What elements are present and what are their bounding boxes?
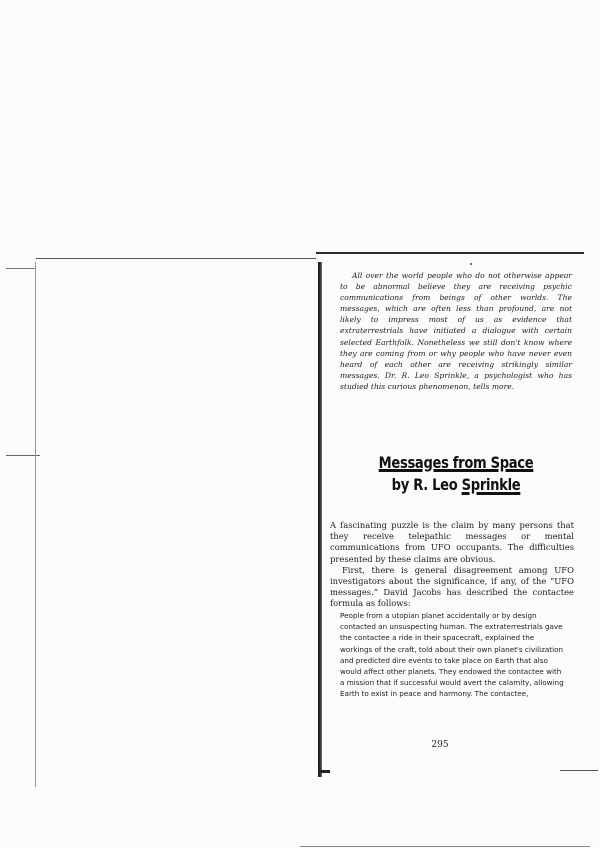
body-paragraph-2: First, there is general disagreement among UFO investigators about the significance, if any, of the “UFO messages.” David Jacobs has described the contactee formula as follows: bbox=[330, 564, 574, 609]
page-number: 295 bbox=[431, 740, 449, 750]
byline-prefix: by R. Leo bbox=[391, 475, 462, 494]
article-body bbox=[330, 520, 574, 610]
margin-mark bbox=[560, 770, 598, 771]
article-title bbox=[361, 452, 551, 496]
book-spine-shadow bbox=[318, 262, 322, 777]
top-rule-left bbox=[36, 258, 316, 259]
intro-paragraph: All over the world people who do not otherwise appear to be abnormal believe they are receiving psychic communications from beings of other worlds. The messages, which are often less than profound, are not likely to impress most of us as evidence that extraterrestrials have initiated a dialogue with certain selected Earthfolk. Nonetheless we still don't know where they are coming from or why people who have never even heard of each other are receiving strikingly similar messages. Dr. R. Leo Sprinkle, a psychologist who has studied this curious phenomenon, tells more. bbox=[340, 271, 572, 391]
bottom-edge-mark bbox=[300, 846, 590, 847]
byline-author: Sprinkle bbox=[461, 475, 521, 494]
body-paragraph-1: A fascinating puzzle is the claim by many persons that they receive telepathic messages or mental communications from UFO occupants. The difficulties presented by these claims are obvious. bbox=[330, 520, 574, 564]
left-page-edge bbox=[35, 262, 36, 787]
scan-speck bbox=[470, 263, 472, 265]
margin-mark bbox=[6, 268, 36, 269]
book-spine-cap bbox=[318, 770, 330, 773]
block-quote: People from a utopian planet accidentally or by design contacted an unsuspecting human. The extraterrestrials gave the contactee a ride in their spacecraft, explained the workings of the craft, told about their own planet's civilization and predicted dire events to take place on Earth that also would affect other planets. They endowed the contactee with a mission that if successful would avert the calamity, allowing Earth to exist in peace and harmony. The contactee, bbox=[340, 611, 564, 699]
top-rule bbox=[316, 252, 584, 254]
title-main: Messages from Space bbox=[378, 453, 534, 472]
byline bbox=[361, 474, 551, 496]
